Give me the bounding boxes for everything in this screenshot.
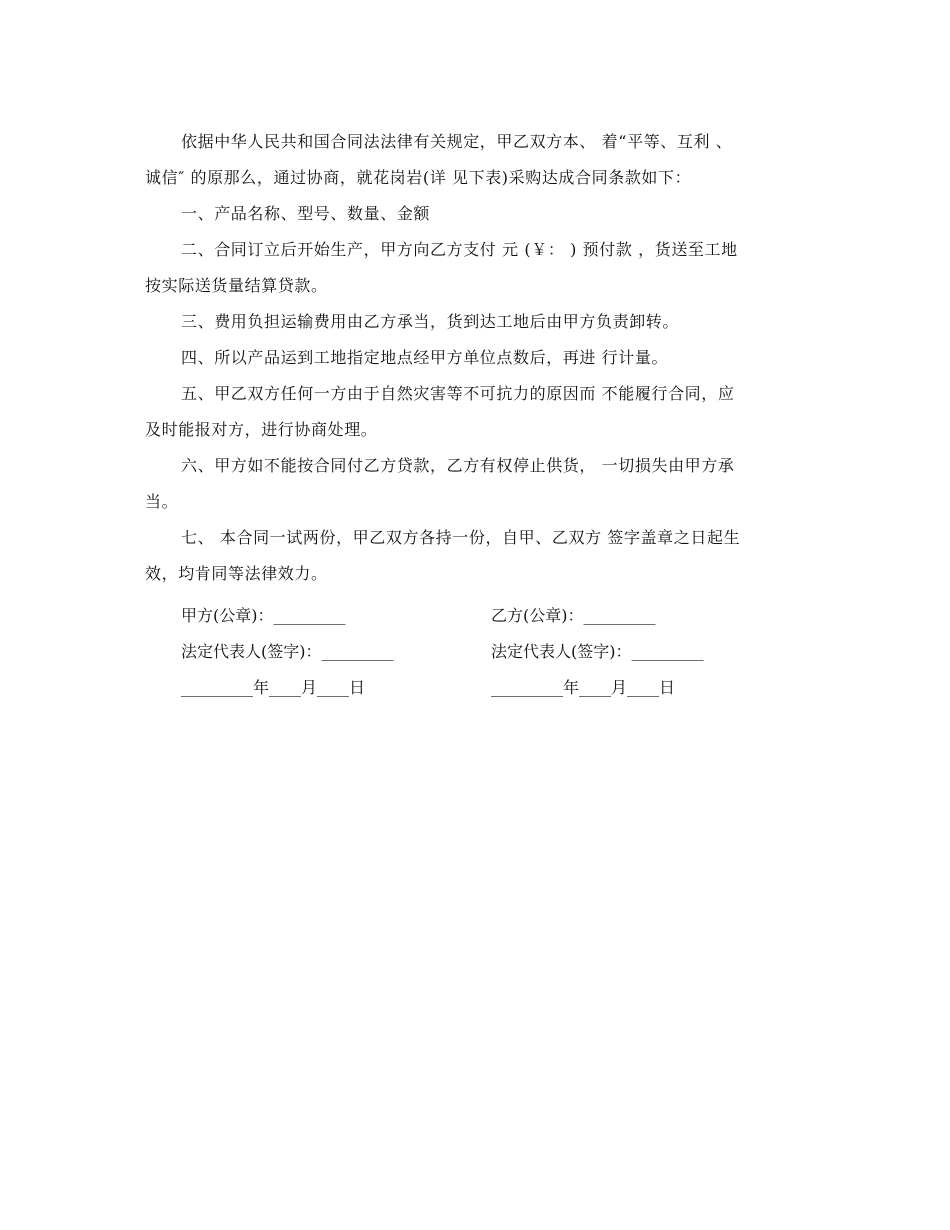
text-line: 效，均肯同等法律效力。 [145, 564, 328, 583]
party-a-seal: 甲方(公章)：_________ [181, 606, 346, 625]
text-line: 当。 [145, 492, 179, 511]
party-a-date: _________年____月____日 [181, 678, 366, 697]
text-line: 及时能报对方，进行协商处理。 [145, 420, 378, 439]
text-line: 三、费用负担运输费用由乙方承当，货到达工地后由甲方负责卸转。 [181, 312, 680, 331]
signature-block [181, 598, 801, 706]
text-line: 诚信″ 的原那么，通过协商，就花岗岩(详 见下表)采购达成合同条款如下： [145, 168, 692, 187]
contract-body [145, 124, 805, 592]
text-line: 二、合同订立后开始生产，甲方向乙方支付 元 (￥： ) 预付款 ，货送至工地 [181, 240, 738, 259]
text-line: 六、甲方如不能按合同付乙方贷款，乙方有权停止供货， 一切损失由甲方承 [181, 456, 735, 475]
text-line: 依据中华人民共和国合同法法律有关规定，甲乙双方本、 着“平等、互利 、 [181, 132, 733, 151]
clause-4 [145, 340, 805, 376]
clause-6 [145, 448, 805, 520]
clause-3 [145, 304, 805, 340]
preamble-paragraph [145, 124, 805, 196]
seal-row [181, 598, 801, 634]
party-b-date: _________年____月____日 [491, 678, 676, 697]
party-a-representative: 法定代表人(签字)：_________ [181, 642, 394, 661]
text-line: 五、甲乙双方任何一方由于自然灾害等不可抗力的原因而 不能履行合同，应 [181, 384, 735, 403]
clause-2 [145, 232, 805, 304]
text-line: 七、 本合同一试两份，甲乙双方各持一份，自甲、乙双方 签字盖章之日起生 [181, 528, 741, 547]
text-line: 四、所以产品运到工地指定地点经甲方单位点数后，再进 行计量。 [181, 348, 669, 367]
text-line: 按实际送货量结算贷款。 [145, 276, 328, 295]
clause-7 [145, 520, 805, 592]
clause-1 [145, 196, 805, 232]
clause-5 [145, 376, 805, 448]
date-row [181, 670, 801, 706]
party-b-seal: 乙方(公章)：_________ [491, 606, 656, 625]
text-line: 一、产品名称、型号、数量、金额 [181, 204, 431, 223]
party-b-representative: 法定代表人(签字)：_________ [491, 642, 704, 661]
representative-row [181, 634, 801, 670]
